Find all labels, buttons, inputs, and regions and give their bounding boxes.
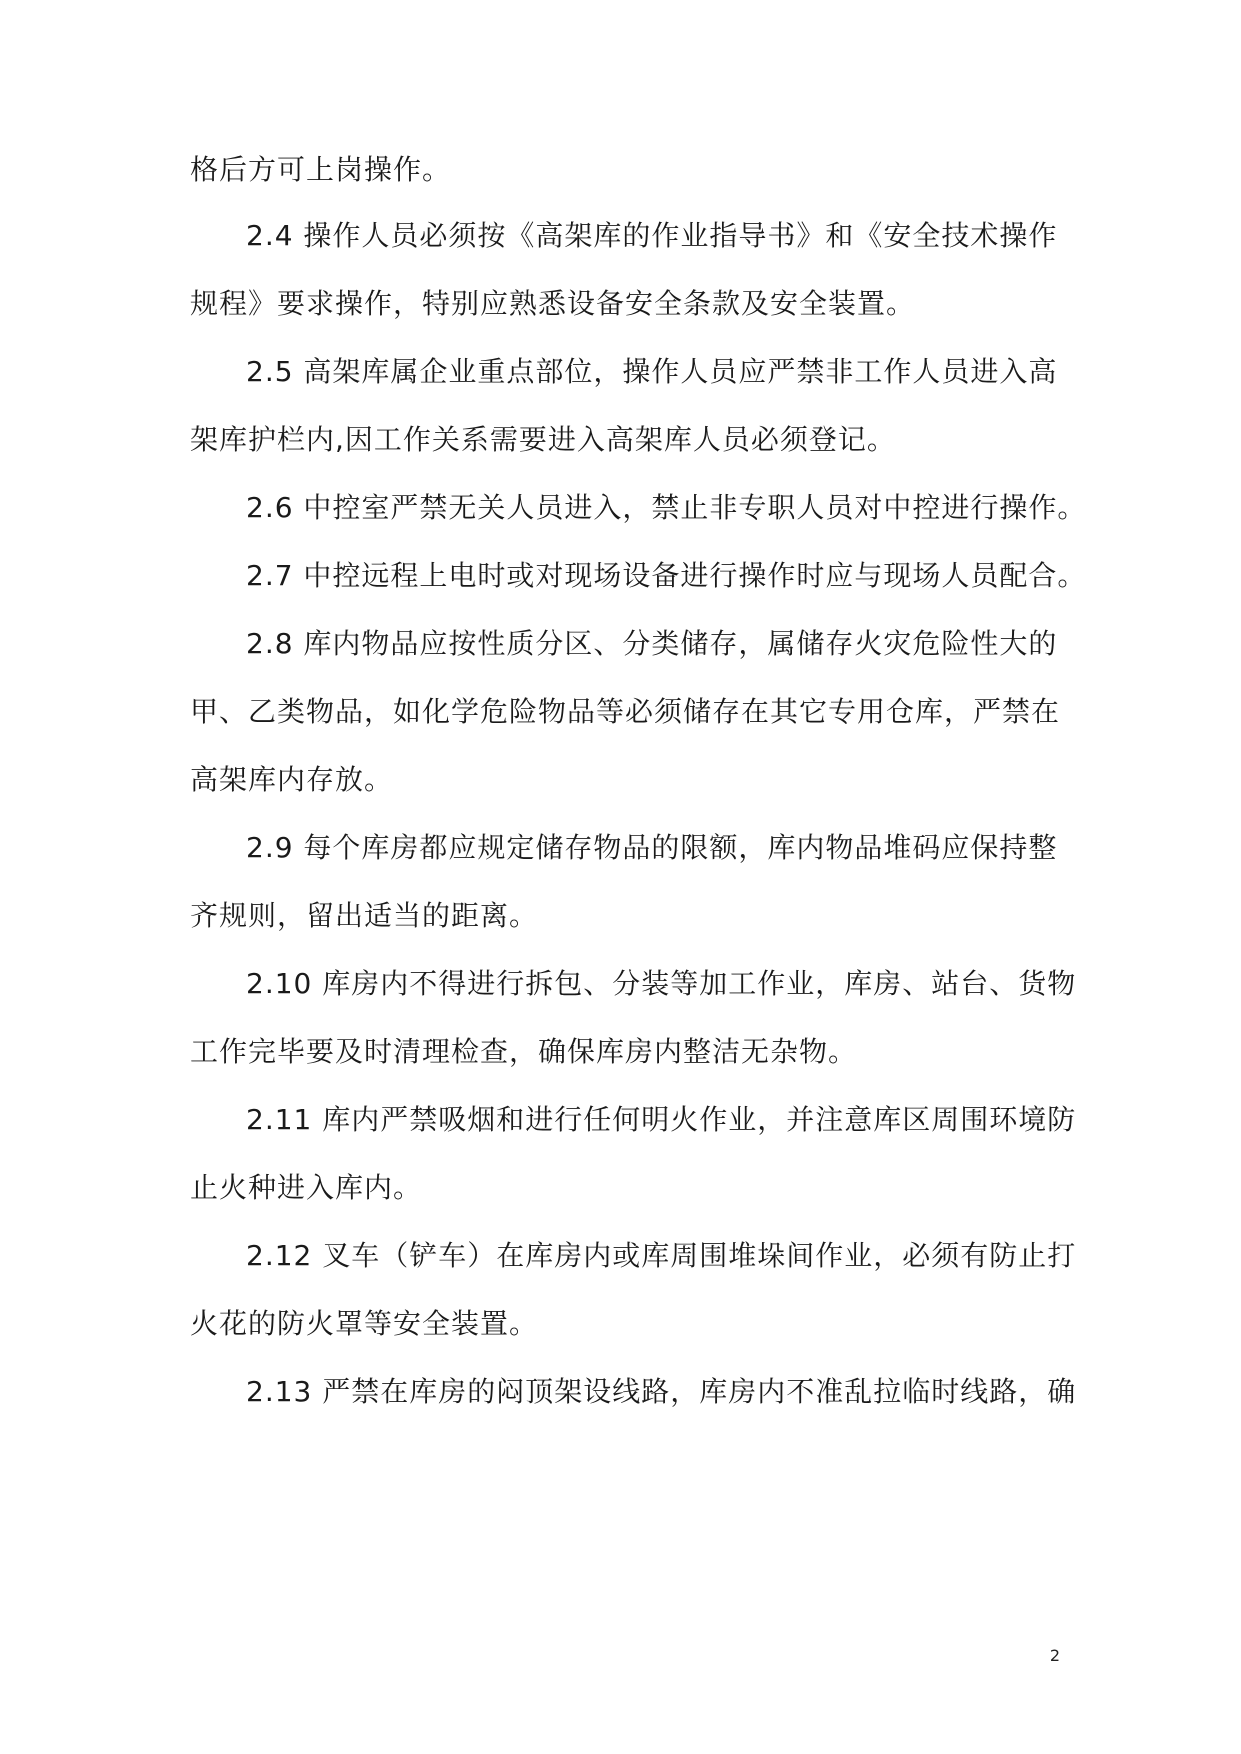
- text-line: 格后方可上岗操作。: [190, 153, 452, 186]
- text-line: 2.9 每个库房都应规定储存物品的限额，库内物品堆码应保持整: [246, 831, 1058, 864]
- text-line: 架库护栏内,因工作关系需要进入高架库人员必须登记。: [190, 423, 896, 456]
- text-line: 甲、乙类物品，如化学危险物品等必须储存在其它专用仓库，严禁在: [190, 695, 1061, 728]
- text-line: 2.6 中控室严禁无关人员进入，禁止非专职人员对中控进行操作。: [246, 491, 1087, 524]
- text-line: 规程》要求操作，特别应熟悉设备安全条款及安全装置。: [190, 287, 916, 320]
- text-line: 工作完毕要及时清理检查，确保库房内整洁无杂物。: [190, 1035, 858, 1068]
- text-line: 2.10 库房内不得进行拆包、分装等加工作业，库房、站台、货物: [246, 967, 1077, 1000]
- text-line: 火花的防火罩等安全装置。: [190, 1307, 539, 1340]
- text-line: 2.8 库内物品应按性质分区、分类储存，属储存火灾危险性大的: [246, 627, 1058, 660]
- text-line: 止火种进入库内。: [190, 1171, 423, 1204]
- text-line: 齐规则，留出适当的距离。: [190, 899, 539, 932]
- text-line: 高架库内存放。: [190, 763, 394, 796]
- text-line: 2.13 严禁在库房的闷顶架设线路，库房内不准乱拉临时线路，确: [246, 1375, 1077, 1408]
- text-line: 2.4 操作人员必须按《高架库的作业指导书》和《安全技术操作: [246, 219, 1058, 252]
- text-line: 2.12 叉车（铲车）在库房内或库周围堆垛间作业，必须有防止打: [246, 1239, 1077, 1272]
- text-line: 2.7 中控远程上电时或对现场设备进行操作时应与现场人员配合。: [246, 559, 1087, 592]
- page-number: 2: [1049, 1646, 1060, 1665]
- text-line: 2.11 库内严禁吸烟和进行任何明火作业，并注意库区周围环境防: [246, 1103, 1077, 1136]
- text-line: 2.5 高架库属企业重点部位，操作人员应严禁非工作人员进入高: [246, 355, 1058, 388]
